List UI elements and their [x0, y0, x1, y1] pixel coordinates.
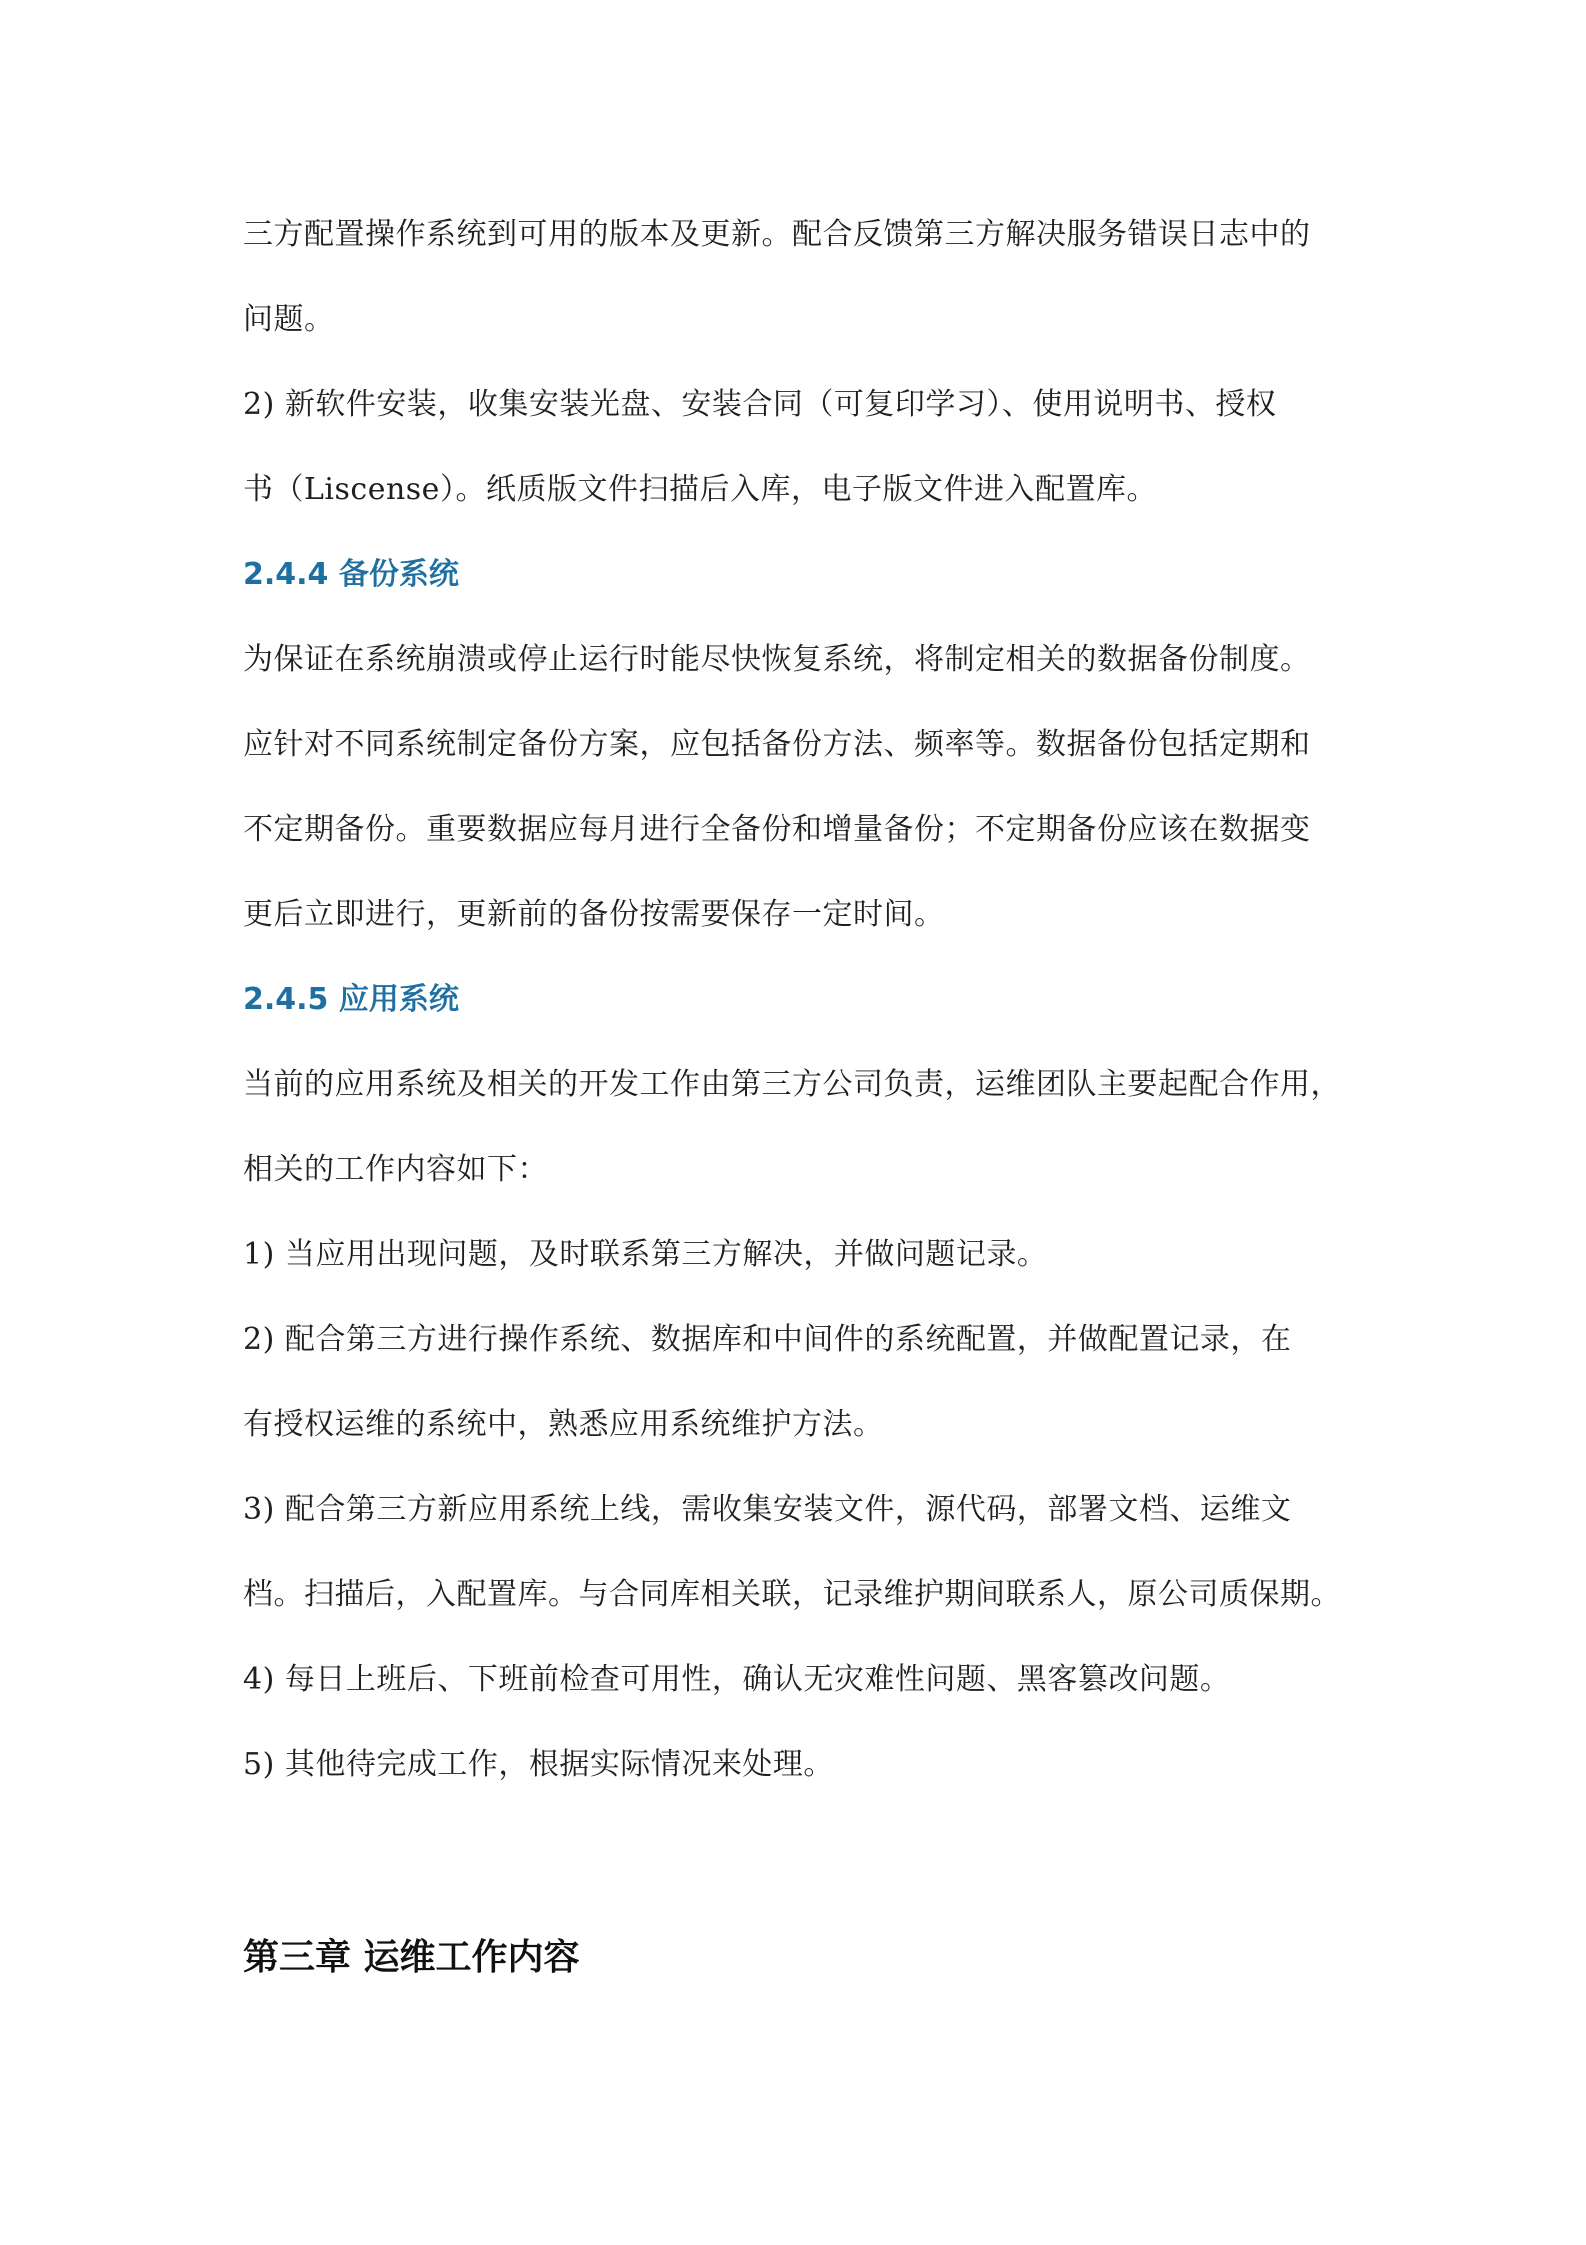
- list-item: 3) 配合第三方新应用系统上线，需收集安装文件，源代码，部署文档、运维文: [243, 1492, 1292, 1527]
- paragraph-line: 更后立即进行，更新前的备份按需要保存一定时间。: [243, 897, 945, 932]
- paragraph-line: 为保证在系统崩溃或停止运行时能尽快恢复系统，将制定相关的数据备份制度。: [243, 642, 1311, 677]
- list-item-continuation: 档。扫描后，入配置库。与合同库相关联，记录维护期间联系人，原公司质保期。: [243, 1577, 1341, 1612]
- section-heading-2-4-5: 2.4.5 应用系统: [243, 982, 459, 1017]
- list-item: 2) 新软件安装，收集安装光盘、安装合同（可复印学习）、使用说明书、授权: [243, 387, 1277, 422]
- list-item: 5) 其他待完成工作，根据实际情况来处理。: [243, 1747, 834, 1782]
- list-item: 1) 当应用出现问题，及时联系第三方解决，并做问题记录。: [243, 1237, 1048, 1272]
- paragraph-line: 三方配置操作系统到可用的版本及更新。配合反馈第三方解决服务错误日志中的: [243, 217, 1311, 252]
- list-item-continuation: 有授权运维的系统中，熟悉应用系统维护方法。: [243, 1407, 884, 1442]
- list-item: 2) 配合第三方进行操作系统、数据库和中间件的系统配置，并做配置记录，在: [243, 1322, 1292, 1357]
- paragraph-line: 问题。: [243, 302, 335, 337]
- section-heading-2-4-4: 2.4.4 备份系统: [243, 557, 459, 592]
- list-item-continuation: 书（Liscense）。纸质版文件扫描后入库，电子版文件进入配置库。: [243, 472, 1157, 507]
- paragraph-line: 当前的应用系统及相关的开发工作由第三方公司负责，运维团队主要起配合作用，: [243, 1067, 1341, 1102]
- paragraph-line: 不定期备份。重要数据应每月进行全备份和增量备份；不定期备份应该在数据变: [243, 812, 1311, 847]
- paragraph-line: 相关的工作内容如下：: [243, 1152, 548, 1187]
- list-item: 4) 每日上班后、下班前检查可用性，确认无灾难性问题、黑客篡改问题。: [243, 1662, 1231, 1697]
- paragraph-line: 应针对不同系统制定备份方案，应包括备份方法、频率等。数据备份包括定期和: [243, 727, 1311, 762]
- chapter-heading: 第三章 运维工作内容: [243, 1937, 580, 1978]
